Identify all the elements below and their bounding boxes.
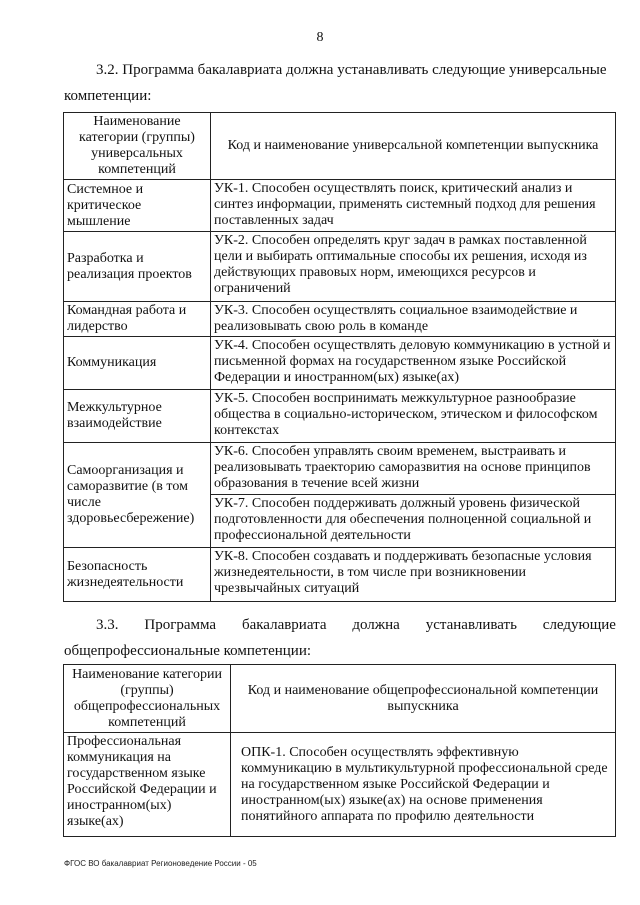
competence-cell: УК-8. Способен создавать и поддерживать безопасные условия жизнедеятельности, в том числе при возникновении чрезвычайных ситуаций: [211, 548, 616, 602]
universal-competences-table: [63, 112, 616, 602]
section-3-3-second-line: общепрофессиональные компетенции:: [64, 643, 312, 659]
category-cell: Профессиональная коммуникация на государственном языке Российской Федерации и иностранном(ых) языке(ах): [64, 733, 231, 837]
table-row: [64, 302, 616, 337]
footer: ФГОС ВО бакалавриат Регионоведение России - 05: [64, 859, 257, 868]
table-row: [64, 443, 616, 495]
general-professional-competences-table: [63, 664, 616, 837]
table-header-row: [64, 665, 616, 733]
competence-cell: УК-4. Способен осуществлять деловую коммуникацию в устной и письменной формах на государственном языке Российской Федерации и иностранном(ых) языке(ах): [211, 337, 616, 390]
competence-cell: УК-5. Способен воспринимать межкультурное разнообразие общества в социально-историческом, этическом и философском контекстах: [211, 390, 616, 443]
header-code: Код и наименование универсальной компетенции выпускника: [211, 113, 616, 180]
header-category: Наименование категории (группы) общепрофессиональных компетенций: [64, 665, 231, 733]
category-cell: Командная работа и лидерство: [64, 302, 211, 337]
category-cell: Коммуникация: [64, 337, 211, 390]
category-cell: Безопасность жизнедеятельности: [64, 548, 211, 602]
category-cell: Системное и критическое мышление: [64, 180, 211, 232]
table-row: [64, 390, 616, 443]
table-row: [64, 337, 616, 390]
category-cell: Межкультурное взаимодействие: [64, 390, 211, 443]
table-row: [64, 232, 616, 302]
table-header-row: [64, 113, 616, 180]
header-code: Код и наименование общепрофессиональной компетенции выпускника: [231, 665, 616, 733]
competence-cell: УК-3. Способен осуществлять социальное взаимодействие и реализовывать свою роль в команде: [211, 302, 616, 337]
section-3-2-intro: 3.2. Программа бакалавриата должна устанавливать следующие универсальные компетенции:: [64, 62, 607, 104]
competence-cell: ОПК-1. Способен осуществлять эффективную коммуникацию в мультикультурной профессиональной среде на государственном языке Российской Федерации и иностранном(ых) языке(ах) на основе применения понятийного аппарата по профилю деятельности: [231, 733, 616, 837]
category-cell: Разработка и реализация проектов: [64, 232, 211, 302]
competence-cell: УК-2. Способен определять круг задач в рамках поставленной цели и выбирать оптимальные способы их решения, исходя из действующих правовых норм, имеющихся ресурсов и ограничений: [211, 232, 616, 302]
section-3-3-intro: [64, 612, 616, 664]
category-cell: Самоорганизация и саморазвитие (в том числе здоровьесбережение): [64, 443, 211, 548]
competence-cell: УК-1. Способен осуществлять поиск, критический анализ и синтез информации, применять системный подход для решения поставленных задач: [211, 180, 616, 232]
header-category: Наименование категории (группы) универсальных компетенций: [64, 113, 211, 180]
section-3-3-first-line: 3.3. Программа бакалавриата должна устанавливать следующие: [96, 617, 616, 633]
competence-cell: УК-7. Способен поддерживать должный уровень физической подготовленности для обеспечения полноценной социальной и профессиональной деятельности: [211, 495, 616, 548]
table-row: [64, 733, 616, 837]
table-row: [64, 548, 616, 602]
table-row: [64, 180, 616, 232]
competence-cell: УК-6. Способен управлять своим временем, выстраивать и реализовывать траекторию саморазвития на основе принципов образования в течение всей жизни: [211, 443, 616, 495]
page-number: 8: [316, 30, 324, 45]
